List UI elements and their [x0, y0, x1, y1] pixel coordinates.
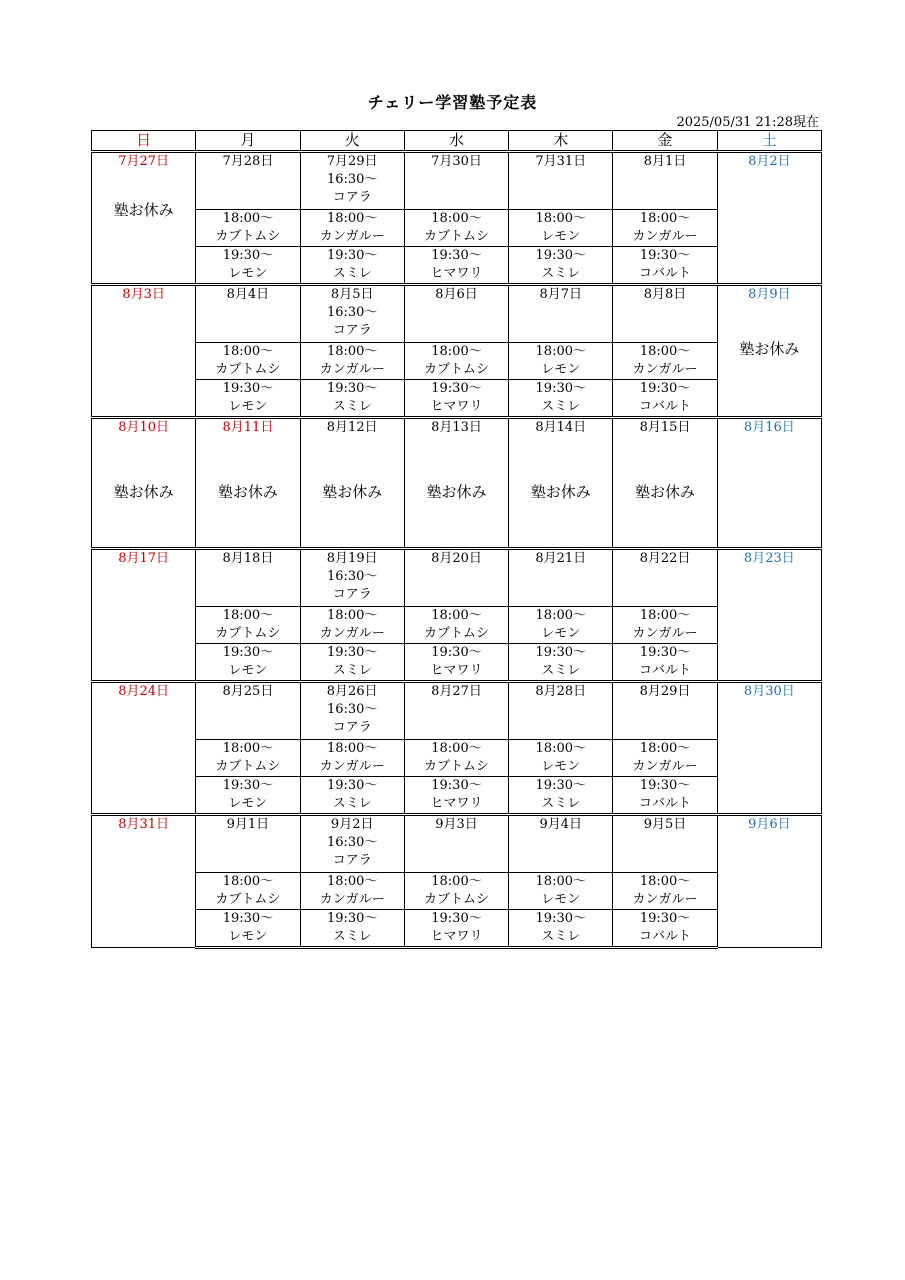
class-time: 19:30〜 [431, 381, 482, 396]
class-slot-1800 [196, 740, 300, 777]
class-name: カンガルー [632, 229, 698, 244]
day-cell-saturday [717, 682, 821, 815]
class-slot-1930 [196, 644, 300, 682]
day-cell [404, 815, 508, 873]
class-slot-1930 [196, 247, 300, 285]
date-label: 9月1日 [226, 817, 270, 832]
day-cell [717, 418, 821, 549]
class-slot-1800 [300, 740, 404, 777]
class-time: 18:00〜 [431, 741, 482, 756]
rest-label: 塾お休み [217, 483, 278, 501]
class-name: カンガルー [319, 759, 385, 774]
class-time: 19:30〜 [535, 645, 586, 660]
date-label: 8月26日 [326, 684, 378, 699]
date-label: 8月21日 [535, 551, 587, 566]
date-label: 7月30日 [431, 154, 482, 169]
day-cell [613, 418, 717, 549]
date-label: 9月4日 [539, 817, 583, 832]
class-time: 18:00〜 [431, 874, 482, 889]
class-slot-1930 [300, 777, 404, 815]
class-time: 19:30〜 [639, 248, 691, 263]
class-time: 19:30〜 [326, 778, 378, 793]
class-time: 18:00〜 [535, 211, 586, 226]
class-time: 16:30〜 [326, 569, 378, 584]
class-slot-1930 [613, 644, 717, 682]
rest-label: 塾お休み [113, 483, 174, 501]
class-name: カンガルー [632, 892, 698, 907]
class-slot-1930 [404, 910, 508, 948]
day-cell [404, 418, 508, 549]
date-label: 8月31日 [118, 817, 170, 832]
rest-label: 塾お休み [426, 483, 487, 501]
day-cell [613, 815, 717, 873]
class-slot-1930 [196, 380, 300, 418]
class-name: ヒマワリ [430, 929, 483, 944]
weekday-label: 土 [761, 131, 777, 149]
class-slot-1800 [404, 607, 508, 644]
class-name: カブトムシ [423, 229, 489, 244]
date-label: 8月27日 [431, 684, 482, 699]
class-time: 18:00〜 [639, 211, 691, 226]
class-time: 19:30〜 [431, 248, 482, 263]
date-label: 8月15日 [639, 420, 691, 435]
date-label: 8月19日 [326, 551, 378, 566]
class-time: 18:00〜 [639, 874, 691, 889]
date-label: 8月1日 [643, 154, 687, 169]
class-slot-1930 [613, 380, 717, 418]
date-label: 8月3日 [122, 287, 165, 302]
day-cell [196, 152, 300, 210]
rest-label: 塾お休み [739, 340, 800, 358]
class-time: 19:30〜 [431, 778, 482, 793]
day-cell [509, 549, 613, 607]
day-cell [404, 549, 508, 607]
class-time: 18:00〜 [222, 608, 274, 623]
date-label: 8月12日 [326, 420, 378, 435]
class-name: カンガルー [319, 362, 385, 377]
class-name: レモン [228, 399, 268, 414]
date-label: 7月31日 [535, 154, 587, 169]
day-cell [613, 285, 717, 343]
weekday-label: 木 [553, 131, 569, 149]
class-time: 19:30〜 [222, 778, 274, 793]
schedule-table [91, 130, 822, 949]
date-label: 8月18日 [222, 551, 274, 566]
rest-label: 塾お休み [322, 483, 383, 501]
date-label: 8月6日 [435, 287, 478, 302]
class-slot-1800 [404, 343, 508, 380]
date-label: 8月28日 [535, 684, 587, 699]
day-cell [300, 285, 404, 343]
day-cell [509, 152, 613, 210]
date-label: 9月3日 [435, 817, 478, 832]
class-name: カブトムシ [423, 626, 489, 641]
class-name: カンガルー [632, 626, 698, 641]
class-slot-1930 [613, 777, 717, 815]
class-name: カブトムシ [423, 892, 489, 907]
class-slot-1930 [509, 247, 613, 285]
class-name: コバルト [639, 266, 692, 281]
week-row [92, 247, 822, 285]
day-cell-sunday [92, 152, 196, 285]
class-slot-1930 [404, 777, 508, 815]
week-row [92, 815, 822, 873]
class-name: コアラ [332, 587, 372, 602]
class-slot-1930 [404, 247, 508, 285]
day-cell [300, 815, 404, 873]
day-cell [196, 549, 300, 607]
class-name: カブトムシ [215, 626, 281, 641]
class-name: カンガルー [632, 759, 698, 774]
weekday-label: 金 [657, 131, 673, 149]
rest-label: 塾お休み [113, 201, 174, 219]
date-label: 8月17日 [118, 551, 170, 566]
class-time: 19:30〜 [326, 381, 378, 396]
date-label: 8月30日 [743, 684, 795, 699]
weekday-header [196, 131, 300, 152]
date-label: 9月5日 [643, 817, 687, 832]
week-row [92, 210, 822, 247]
day-cell [300, 418, 404, 549]
class-name: カブトムシ [423, 362, 489, 377]
class-time: 18:00〜 [639, 608, 691, 623]
class-name: スミレ [332, 399, 372, 414]
day-cell [196, 682, 300, 740]
rest-label: 塾お休み [635, 483, 696, 501]
day-cell-saturday [717, 285, 821, 418]
class-time: 18:00〜 [431, 608, 482, 623]
class-name: カブトムシ [215, 892, 281, 907]
class-slot-1800 [613, 210, 717, 247]
class-time: 18:00〜 [326, 874, 378, 889]
class-name: コアラ [332, 853, 372, 868]
updated-timestamp: 2025/05/31 21:28現在 [676, 115, 819, 130]
class-slot-1930 [509, 644, 613, 682]
class-slot-1800 [509, 607, 613, 644]
class-slot-1930 [196, 777, 300, 815]
day-cell-sunday [92, 285, 196, 418]
class-time: 19:30〜 [639, 381, 691, 396]
day-cell-saturday [717, 152, 821, 285]
class-time: 18:00〜 [535, 344, 586, 359]
class-slot-1930 [300, 380, 404, 418]
date-label: 8月11日 [222, 420, 274, 435]
class-name: レモン [541, 362, 581, 377]
class-name: カンガルー [319, 892, 385, 907]
day-cell [404, 682, 508, 740]
day-cell-saturday [717, 549, 821, 682]
date-label: 8月23日 [743, 551, 795, 566]
date-label: 8月29日 [639, 684, 691, 699]
class-time: 19:30〜 [222, 911, 274, 926]
date-label: 8月7日 [539, 287, 583, 302]
class-slot-1800 [509, 343, 613, 380]
class-name: レモン [541, 626, 581, 641]
week-row [92, 418, 822, 549]
day-cell [300, 549, 404, 607]
class-name: スミレ [332, 663, 372, 678]
day-cell-sunday [92, 682, 196, 815]
class-time: 19:30〜 [535, 248, 586, 263]
class-slot-1800 [404, 210, 508, 247]
class-time: 18:00〜 [222, 741, 274, 756]
class-time: 19:30〜 [222, 645, 274, 660]
date-label: 9月2日 [330, 817, 374, 832]
class-name: コアラ [332, 323, 372, 338]
day-cell [509, 815, 613, 873]
page-title: チェリー学習塾予定表 [367, 93, 538, 112]
class-slot-1930 [509, 910, 613, 948]
class-time: 18:00〜 [431, 344, 482, 359]
date-label: 8月8日 [643, 287, 687, 302]
class-time: 19:30〜 [222, 381, 274, 396]
class-name: スミレ [541, 399, 581, 414]
date-label: 9月6日 [748, 817, 791, 832]
class-slot-1930 [509, 777, 613, 815]
weekday-header [300, 131, 404, 152]
class-slot-1800 [196, 873, 300, 910]
weekday-label: 火 [344, 131, 360, 149]
class-name: コバルト [639, 399, 692, 414]
date-label: 8月22日 [639, 551, 691, 566]
date-label: 8月5日 [330, 287, 374, 302]
day-cell-sunday [92, 815, 196, 948]
date-label: 7月29日 [326, 154, 378, 169]
week-row [92, 777, 822, 815]
date-label: 8月20日 [431, 551, 482, 566]
date-label: 7月27日 [118, 154, 170, 169]
class-slot-1800 [300, 607, 404, 644]
class-name: スミレ [332, 929, 372, 944]
class-slot-1800 [404, 873, 508, 910]
class-name: カブトムシ [423, 759, 489, 774]
class-slot-1800 [509, 873, 613, 910]
class-slot-1930 [509, 380, 613, 418]
class-name: レモン [228, 266, 268, 281]
class-time: 19:30〜 [639, 778, 691, 793]
class-time: 18:00〜 [535, 874, 586, 889]
class-name: レモン [541, 229, 581, 244]
class-time: 18:00〜 [639, 344, 691, 359]
class-time: 19:30〜 [431, 911, 482, 926]
week-row [92, 682, 822, 740]
date-label: 8月4日 [226, 287, 270, 302]
class-name: コバルト [639, 796, 692, 811]
day-cell-sunday [92, 549, 196, 682]
class-slot-1930 [613, 247, 717, 285]
date-label: 8月9日 [748, 287, 791, 302]
day-cell [196, 815, 300, 873]
class-time: 19:30〜 [326, 911, 378, 926]
week-row [92, 644, 822, 682]
class-name: カンガルー [319, 229, 385, 244]
class-time: 19:30〜 [639, 645, 691, 660]
class-time: 19:30〜 [535, 778, 586, 793]
day-cell [300, 152, 404, 210]
class-name: ヒマワリ [430, 399, 483, 414]
weekday-header [509, 131, 613, 152]
weekday-label: 月 [240, 131, 256, 149]
week-row [92, 343, 822, 380]
week-row [92, 740, 822, 777]
class-time: 18:00〜 [326, 344, 378, 359]
date-label: 8月10日 [118, 420, 170, 435]
weekday-header [613, 131, 717, 152]
day-cell [613, 549, 717, 607]
class-slot-1800 [613, 740, 717, 777]
class-name: スミレ [541, 266, 581, 281]
class-slot-1930 [300, 644, 404, 682]
class-slot-1800 [196, 343, 300, 380]
day-cell [509, 682, 613, 740]
class-slot-1930 [300, 910, 404, 948]
class-time: 18:00〜 [535, 608, 586, 623]
week-row [92, 910, 822, 948]
rest-label: 塾お休み [530, 483, 591, 501]
week-row [92, 873, 822, 910]
date-label: 8月2日 [748, 154, 791, 169]
class-slot-1800 [300, 343, 404, 380]
week-row [92, 152, 822, 210]
class-slot-1930 [613, 910, 717, 948]
class-time: 19:30〜 [535, 911, 586, 926]
class-name: スミレ [541, 796, 581, 811]
class-name: レモン [228, 929, 268, 944]
weekday-label: 日 [136, 131, 152, 149]
class-time: 18:00〜 [535, 741, 586, 756]
class-slot-1800 [196, 210, 300, 247]
class-time: 19:30〜 [431, 645, 482, 660]
class-time: 18:00〜 [222, 344, 274, 359]
class-name: カンガルー [632, 362, 698, 377]
class-time: 18:00〜 [431, 211, 482, 226]
class-slot-1800 [404, 740, 508, 777]
class-time: 18:00〜 [326, 211, 378, 226]
class-name: ヒマワリ [430, 266, 483, 281]
class-name: コアラ [332, 190, 372, 205]
class-slot-1930 [404, 644, 508, 682]
day-cell [196, 418, 300, 549]
class-name: コバルト [639, 929, 692, 944]
class-name: コバルト [639, 663, 692, 678]
weekday-header [404, 131, 508, 152]
class-slot-1800 [300, 873, 404, 910]
class-name: スミレ [541, 929, 581, 944]
day-cell [404, 152, 508, 210]
class-slot-1930 [404, 380, 508, 418]
date-label: 8月14日 [535, 420, 587, 435]
class-slot-1800 [613, 873, 717, 910]
class-time: 16:30〜 [326, 172, 378, 187]
class-name: スミレ [332, 796, 372, 811]
day-cell [509, 418, 613, 549]
class-time: 18:00〜 [639, 741, 691, 756]
class-name: ヒマワリ [430, 796, 483, 811]
class-slot-1800 [196, 607, 300, 644]
date-label: 8月16日 [743, 420, 795, 435]
class-name: コアラ [332, 720, 372, 735]
class-name: レモン [541, 892, 581, 907]
day-cell [613, 152, 717, 210]
class-name: ヒマワリ [430, 663, 483, 678]
class-slot-1930 [196, 910, 300, 948]
week-row [92, 285, 822, 343]
class-name: レモン [228, 663, 268, 678]
class-time: 16:30〜 [326, 702, 378, 717]
class-name: スミレ [332, 266, 372, 281]
class-name: カブトムシ [215, 362, 281, 377]
class-time: 16:30〜 [326, 835, 378, 850]
day-cell [509, 285, 613, 343]
day-cell [92, 418, 196, 549]
class-time: 16:30〜 [326, 305, 378, 320]
week-row [92, 607, 822, 644]
weekday-header [717, 131, 821, 152]
day-cell-saturday [717, 815, 821, 948]
class-slot-1800 [300, 210, 404, 247]
class-slot-1930 [300, 247, 404, 285]
date-label: 8月25日 [222, 684, 274, 699]
class-time: 19:30〜 [639, 911, 691, 926]
day-cell [196, 285, 300, 343]
day-cell [300, 682, 404, 740]
class-time: 18:00〜 [222, 874, 274, 889]
class-slot-1800 [613, 343, 717, 380]
date-label: 8月13日 [431, 420, 482, 435]
week-row [92, 380, 822, 418]
day-cell [613, 682, 717, 740]
class-time: 19:30〜 [326, 645, 378, 660]
class-slot-1800 [613, 607, 717, 644]
class-time: 19:30〜 [535, 381, 586, 396]
class-time: 19:30〜 [326, 248, 378, 263]
day-cell [404, 285, 508, 343]
class-name: カブトムシ [215, 759, 281, 774]
date-label: 7月28日 [222, 154, 274, 169]
weekday-label: 水 [448, 131, 464, 149]
class-slot-1800 [509, 740, 613, 777]
week-row [92, 549, 822, 607]
class-time: 18:00〜 [326, 608, 378, 623]
class-name: スミレ [541, 663, 581, 678]
class-name: レモン [228, 796, 268, 811]
class-slot-1800 [509, 210, 613, 247]
class-name: レモン [541, 759, 581, 774]
weekday-header [92, 131, 196, 152]
schedule-calendar [91, 130, 822, 949]
class-time: 18:00〜 [222, 211, 274, 226]
class-name: カンガルー [319, 626, 385, 641]
class-time: 18:00〜 [326, 741, 378, 756]
class-time: 19:30〜 [222, 248, 274, 263]
date-label: 8月24日 [118, 684, 170, 699]
class-name: カブトムシ [215, 229, 281, 244]
